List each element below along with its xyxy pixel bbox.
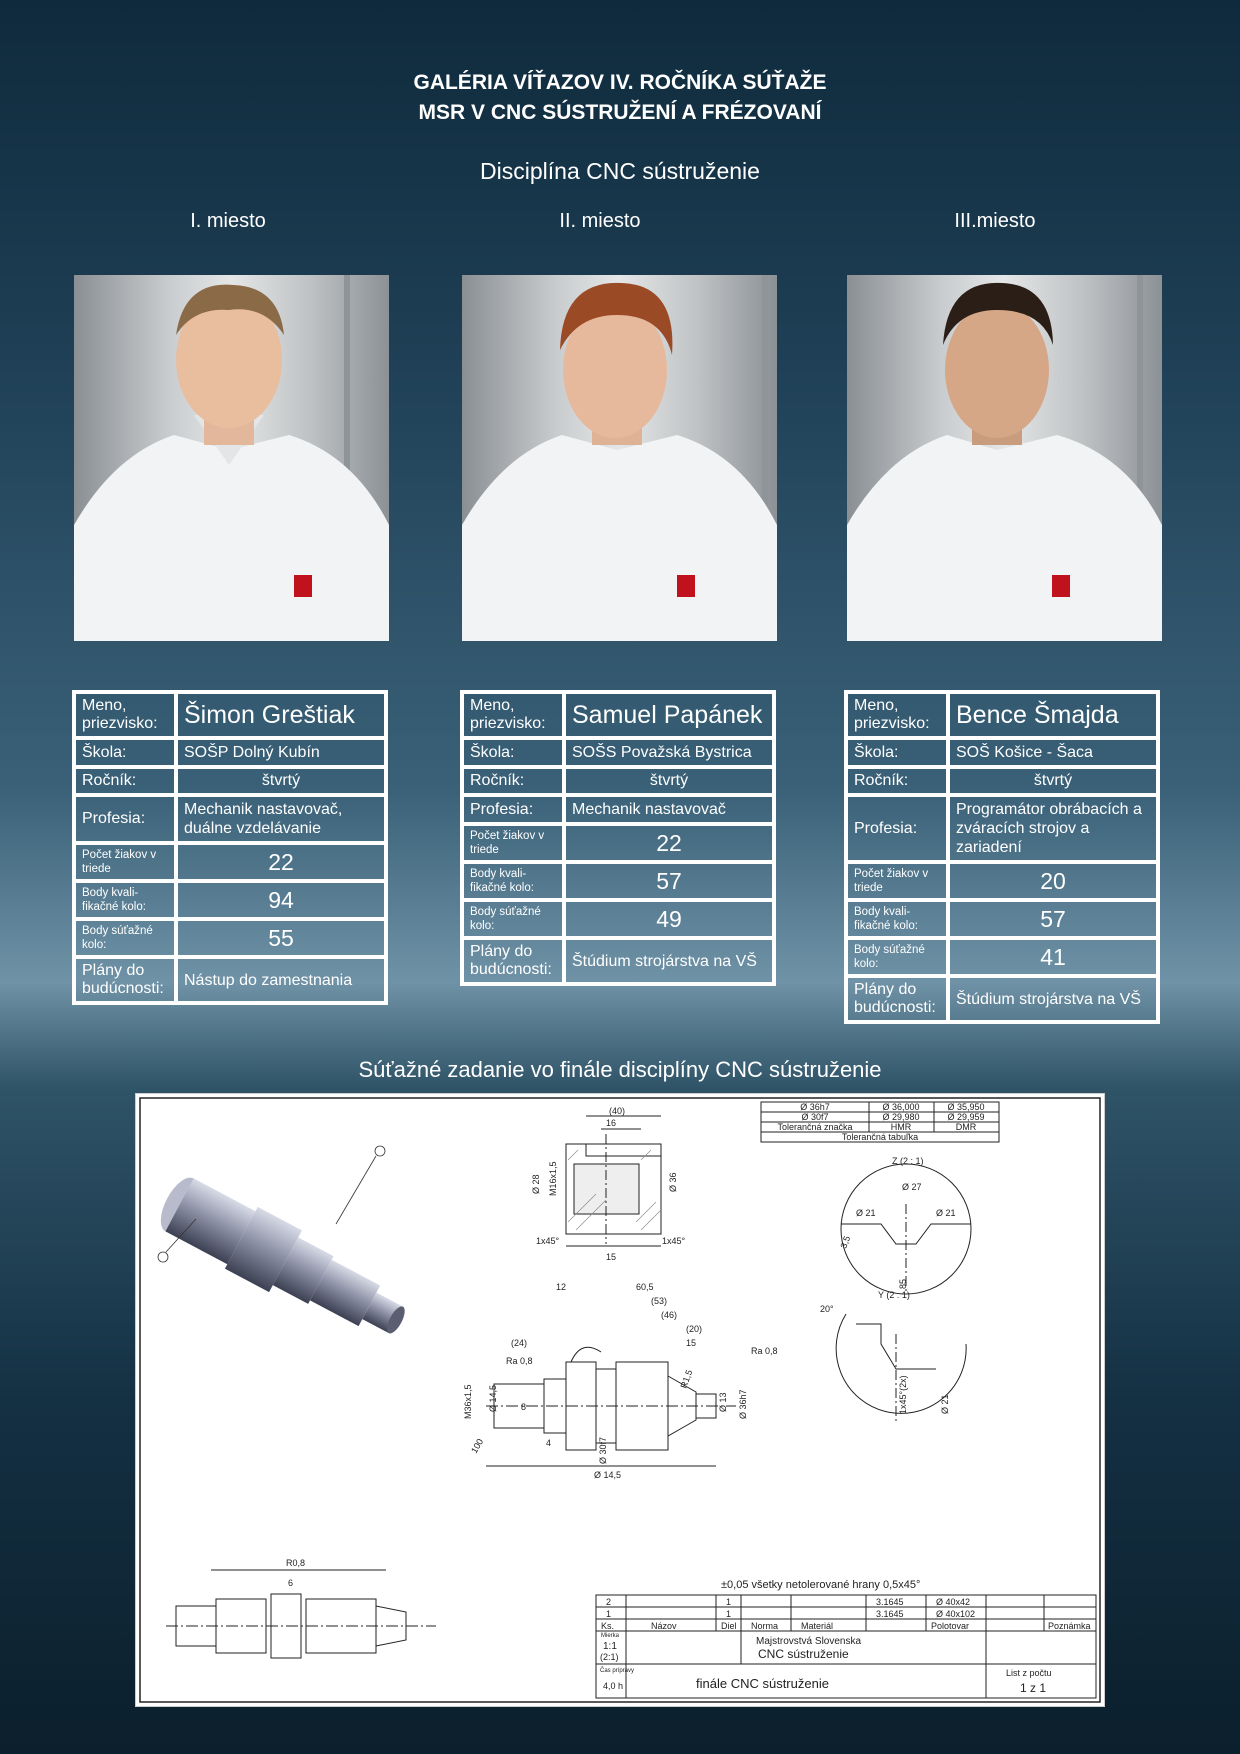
dim-8: 8	[521, 1402, 527, 1412]
tol-cell: Ø 35,950	[947, 1102, 985, 1112]
dim-20: (20)	[686, 1324, 703, 1334]
year-label: Ročník:	[462, 767, 564, 795]
ra-08: Ra 0,8	[751, 1346, 778, 1356]
name-label: Meno, priezvisko:	[846, 692, 948, 738]
year-value: štvrtý	[176, 767, 386, 795]
dim-85: R0,8	[286, 1558, 306, 1568]
part-2-section-view	[566, 1116, 661, 1246]
dim-d21: 1x45°(2x)	[898, 1375, 908, 1414]
dim-24: (24)	[511, 1338, 528, 1348]
profession-value: Mechanik nastavovač	[564, 795, 774, 824]
dim-m36: M36x1,5	[463, 1384, 473, 1419]
dim-d28: Ø 28	[531, 1174, 541, 1194]
comp-points-label: Body súťažné kolo:	[462, 900, 564, 938]
dim-d165: 85	[898, 1278, 908, 1289]
dim-r08: Ø 21	[936, 1208, 956, 1218]
winner-name: Bence Šmajda	[948, 692, 1158, 738]
tol-cell: Ø 36,000	[882, 1102, 920, 1112]
plans-value: Nástup do zamestnania	[176, 957, 386, 1003]
scale-value-2: (2:1)	[600, 1652, 619, 1662]
ra-08: Ra 0,8	[506, 1356, 533, 1366]
dim-4: 4	[546, 1438, 552, 1448]
dim-d36: Ø 36	[668, 1172, 678, 1192]
parts-header: Materiál	[801, 1621, 834, 1631]
dim-30deg: 3,5	[838, 1234, 853, 1250]
year-value: štvrtý	[948, 767, 1158, 795]
detail-y-label: Y (2 : 1)	[878, 1290, 910, 1300]
qual-points-value: 94	[176, 881, 386, 919]
parts-cell: Ø 40x102	[936, 1609, 976, 1619]
plans-value: Štúdium strojárstva na VŠ	[948, 976, 1158, 1022]
pupils-value: 20	[948, 862, 1158, 900]
pupils-label: Počet žiakov v triede	[74, 843, 176, 881]
part-3d-render	[151, 1167, 418, 1353]
winner-table-3	[844, 690, 1160, 1024]
year-label: Ročník:	[74, 767, 176, 795]
scale-value: 1:1	[603, 1641, 617, 1652]
dim-r15: 100	[469, 1436, 486, 1455]
parts-cell: 1	[606, 1609, 612, 1619]
profession-label: Profesia:	[846, 795, 948, 862]
org-name: Majstrovstvá Slovenska	[756, 1636, 862, 1647]
dim-605: 60,5	[636, 1282, 654, 1292]
tol-header: Tolerančná značka	[777, 1122, 853, 1132]
parts-cell: 1	[726, 1597, 732, 1607]
tol-header: HMR	[890, 1122, 912, 1132]
assembly-outline-view	[166, 1594, 436, 1658]
tol-cell: Ø 29,959	[947, 1112, 985, 1122]
parts-cell: 2	[606, 1597, 612, 1607]
dim-15: 15	[606, 1252, 617, 1262]
name-label: Meno, priezvisko:	[462, 692, 564, 738]
qual-points-label: Body kvali-fikačné kolo:	[846, 900, 948, 938]
dim-20deg: R1,5	[678, 1368, 695, 1390]
dim-d13: Ø 13	[718, 1392, 728, 1412]
dim-6: Ø 27	[902, 1182, 922, 1192]
year-label: Ročník:	[846, 767, 948, 795]
dim-46: (46)	[661, 1310, 678, 1320]
page-title	[0, 68, 1240, 128]
parts-cell: 3.1645	[876, 1609, 904, 1619]
pupils-value: 22	[564, 824, 774, 862]
dim-35: 6	[288, 1578, 294, 1588]
plans-label: Plány do budúcnosti:	[74, 957, 176, 1003]
parts-header: Norma	[751, 1621, 779, 1631]
comp-points-label: Body súťažné kolo:	[74, 919, 176, 957]
winner-table-1	[72, 690, 388, 1005]
tol-cell: Ø 36h7	[800, 1102, 830, 1112]
parts-header: Ks.	[601, 1621, 615, 1631]
dim-d27: Ø 21	[940, 1394, 950, 1414]
school-label: Škola:	[846, 738, 948, 767]
place-label-1: I. miesto	[190, 210, 266, 232]
dim-100: Ø 14,5	[594, 1470, 622, 1480]
profession-value: Mechanik nastavovač, duálne vzdelávanie	[176, 795, 386, 843]
photo-winner-2	[462, 275, 777, 641]
dim-chamfer-2x: 20°	[820, 1304, 834, 1314]
school-label: Škola:	[74, 738, 176, 767]
sheet-value: 1 z 1	[1020, 1681, 1047, 1695]
dim-m16: M16x1,5	[548, 1161, 558, 1196]
plans-label: Plány do budúcnosti:	[846, 976, 948, 1022]
qual-points-label: Body kvali-fikačné kolo:	[74, 881, 176, 919]
title-line-1: GALÉRIA VÍŤAZOV IV. ROČNÍKA SÚŤAŽE	[413, 71, 827, 94]
comp-points-value: 55	[176, 919, 386, 957]
dim-d145: Ø 14,5	[488, 1384, 498, 1412]
plans-value: Štúdium strojárstva na VŠ	[564, 938, 774, 984]
profession-label: Profesia:	[462, 795, 564, 824]
org-name-2: CNC sústruženie	[758, 1647, 849, 1661]
tol-header: DMR	[955, 1122, 977, 1132]
chamfer-note: ±0,05 všetky netolerované hrany 0,5x45°	[721, 1579, 921, 1591]
scale-label: Mierka	[601, 1633, 620, 1639]
pupils-value: 22	[176, 843, 386, 881]
pupils-label: Počet žiakov v triede	[462, 824, 564, 862]
dim-chamfer: 1x45°	[662, 1236, 686, 1246]
profession-label: Profesia:	[74, 795, 176, 843]
pupils-label: Počet žiakov v triede	[846, 862, 948, 900]
parts-cell: 3.1645	[876, 1597, 904, 1607]
tol-cell: Ø 29,980	[882, 1112, 920, 1122]
dim-chamfer: 1x45°	[536, 1236, 560, 1246]
plans-label: Plány do budúcnosti:	[462, 938, 564, 984]
detail-z-label: Z (2 : 1)	[892, 1156, 924, 1166]
school-value: SOŠS Považská Bystrica	[564, 738, 774, 767]
winner-name: Šimon Greštiak	[176, 692, 386, 738]
dim-15b: 15	[686, 1338, 697, 1348]
place-label-2: II. miesto	[559, 210, 641, 232]
sheet-label: List z počtu	[1006, 1668, 1052, 1678]
dim-40: (40)	[608, 1106, 626, 1116]
parts-header: Polotovar	[931, 1621, 970, 1631]
profession-value: Programátor obrábacích a zváracích strojov a zariadení	[948, 795, 1158, 862]
discipline-heading: Disciplína CNC sústruženie	[480, 158, 760, 184]
winner-name: Samuel Papánek	[564, 692, 774, 738]
dim-12: 12	[556, 1282, 567, 1292]
photo-winner-1	[74, 275, 389, 641]
tol-cell: Ø 30f7	[801, 1112, 829, 1122]
qual-points-label: Body kvali-fikačné kolo:	[462, 862, 564, 900]
comp-points-value: 49	[564, 900, 774, 938]
tol-caption: Tolerančná tabuľka	[841, 1132, 919, 1142]
dim-d36h7: Ø 36h7	[738, 1389, 748, 1419]
year-value: štvrtý	[564, 767, 774, 795]
place-label-3: III.miesto	[954, 210, 1036, 232]
qual-points-value: 57	[948, 900, 1158, 938]
name-label: Meno, priezvisko:	[74, 692, 176, 738]
photo-winner-3	[847, 275, 1162, 641]
parts-cell: Ø 40x42	[936, 1597, 971, 1607]
dim-16: 16	[606, 1118, 617, 1128]
parts-cell: 1	[726, 1609, 732, 1619]
winner-table-2	[460, 690, 776, 986]
parts-header: Názov	[651, 1621, 677, 1631]
qual-points-value: 57	[564, 862, 774, 900]
parts-header: Poznámka	[1048, 1621, 1091, 1631]
title-line-2: MSR V CNC SÚSTRUŽENÍ A FRÉZOVANÍ	[418, 101, 822, 124]
dim-53: (53)	[651, 1296, 668, 1306]
school-label: Škola:	[462, 738, 564, 767]
time-label: Čas prípravy	[600, 1668, 635, 1674]
school-value: SOŠ Košice - Šaca	[948, 738, 1158, 767]
comp-points-label: Body súťažné kolo:	[846, 938, 948, 976]
dim-r08: Ø 21	[856, 1208, 876, 1218]
technical-drawing	[135, 1093, 1105, 1707]
task-heading: Súťažné zadanie vo finále disciplíny CNC sústruženie	[358, 1057, 882, 1082]
time-value: 4,0 h	[603, 1681, 624, 1691]
comp-points-value: 41	[948, 938, 1158, 976]
parts-header: Diel	[721, 1621, 737, 1631]
drawing-title: finále CNC sústruženie	[696, 1676, 829, 1691]
school-value: SOŠP Dolný Kubín	[176, 738, 386, 767]
dim-d30f7: Ø 30f7	[598, 1436, 608, 1464]
